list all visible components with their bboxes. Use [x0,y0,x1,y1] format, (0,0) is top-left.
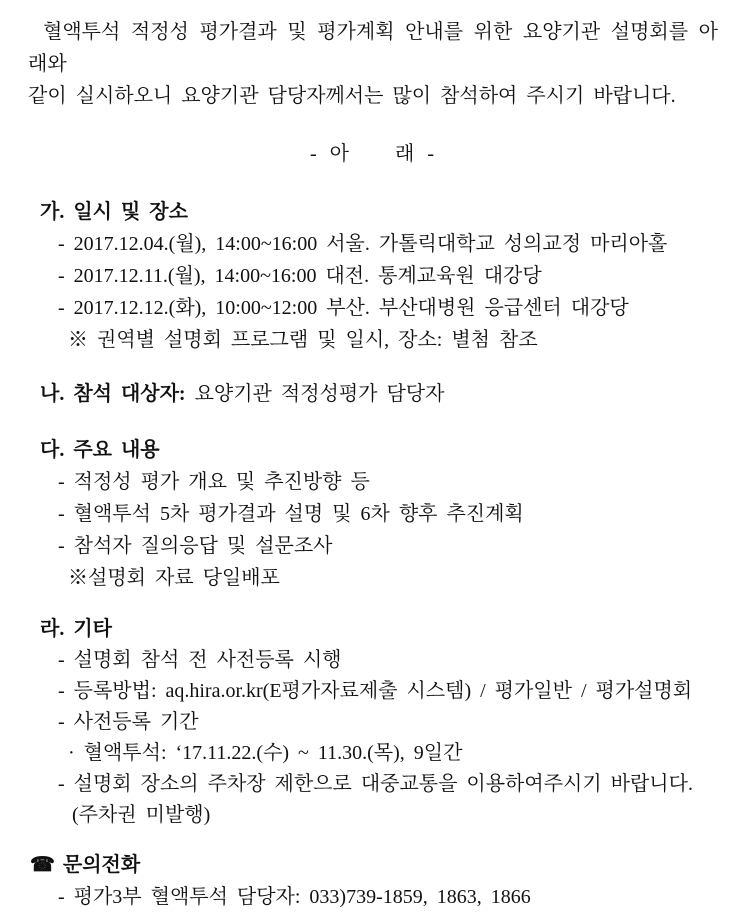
section-na-line [28,378,718,410]
contact-title-line [28,849,718,881]
list-item: - 2017.12.04.(월), 14:00~16:00 서울. 가톨릭대학교 성의교정 마리아홀 [58,233,668,255]
section-na-text: 요양기관 적정성평가 담당자 [185,383,445,405]
section-attendees [28,378,718,410]
section-etc [28,614,718,831]
list-item: - 사전등록 기간 [58,711,199,733]
section-date-and-place [28,196,718,356]
registration-period-subitem: · 혈액투석: ‘17.11.22.(수) ~ 11.30.(목), 9일간 [68,742,463,764]
parking-notice-item: - 설명회 장소의 주차장 제한으로 대중교통을 이용하여주시기 바랍니다. [58,773,693,795]
list-item: - 등록방법: aq.hira.or.kr(E평가자료제출 시스템) / 평가일반 / 평가설명회 [58,680,693,702]
intro-line-2: 같이 실시하오니 요양기관 담당자께서는 많이 참석하여 주시기 바랍니다. [28,85,676,107]
intro-paragraph [28,16,718,112]
telephone-icon: ☎ [30,854,55,876]
section-main-contents [28,434,718,594]
section-ra-title: 라. 기타 [40,618,112,640]
contact-phone-item: - 평가3부 혈액투석 담당자: 033)739-1859, 1863, 1866 [58,886,531,908]
list-item: - 2017.12.12.(화), 10:00~12:00 부산. 부산대병원 응급센터 대강당 [58,297,629,319]
section-contact [28,849,718,913]
section-da-title: 다. 주요 내용 [40,439,160,461]
below-divider-label: - 아 래 - [310,143,436,165]
parking-notice-continuation: (주차권 미발행) [72,804,211,826]
intro-line-1: 혈액투석 적정성 평가결과 및 평가계획 안내를 위한 요양기관 설명회를 아래와 [28,21,718,75]
handout-note: ※설명회 자료 당일배포 [68,567,280,589]
reference-note: ※ 권역별 설명회 프로그램 및 일시, 장소: 별첨 참조 [68,329,538,351]
list-item: - 설명회 참석 전 사전등록 시행 [58,649,342,671]
section-na-title: 나. 참석 대상자: [40,383,186,405]
list-item: - 참석자 질의응답 및 설문조사 [58,535,333,557]
list-item: - 2017.12.11.(월), 14:00~16:00 대전. 통계교육원 대강당 [58,265,542,287]
contact-title: 문의전화 [62,854,141,876]
list-item: - 적정성 평가 개요 및 추진방향 등 [58,471,370,493]
list-item: - 혈액투석 5차 평가결과 설명 및 6차 향후 추진계획 [58,503,524,525]
section-ga-title: 가. 일시 및 장소 [40,201,188,223]
